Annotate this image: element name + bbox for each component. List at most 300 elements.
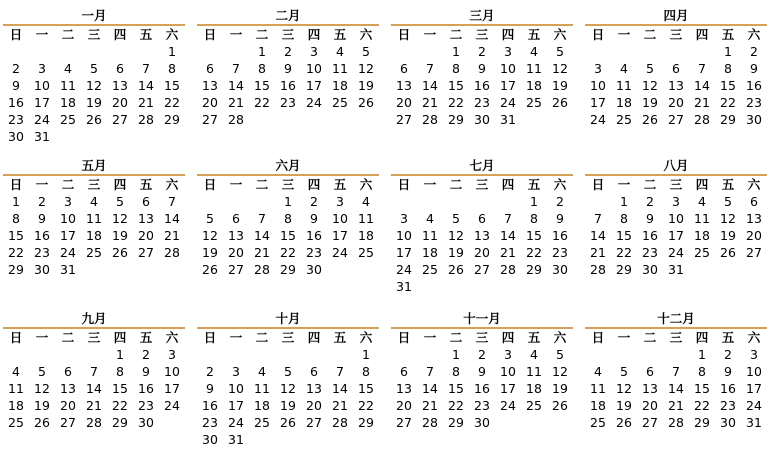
day-cell: 18: [590, 398, 606, 413]
day-cell: 12: [112, 211, 128, 226]
day-cell: 30: [202, 432, 218, 447]
day-cell: 26: [34, 415, 50, 430]
day-cell: [275, 346, 301, 363]
day-cell: 11: [254, 381, 270, 396]
weekday-label: 二: [643, 330, 657, 345]
day-cell: 14: [668, 381, 684, 396]
day-cell: 16: [138, 381, 154, 396]
day-cell: 15: [616, 228, 632, 243]
day-cell: 18: [332, 78, 348, 93]
weekday-label: 五: [527, 177, 541, 192]
weekday-label: 一: [229, 330, 243, 345]
weekday-header: [197, 329, 379, 346]
day-cell: [107, 128, 133, 145]
weekday-label: 二: [255, 330, 269, 345]
day-cell: 21: [422, 398, 438, 413]
day-cell: 29: [448, 415, 464, 430]
day-cell: 19: [720, 228, 736, 243]
weekday-label: 日: [203, 177, 217, 192]
day-cell: 7: [426, 61, 434, 76]
day-cell: 17: [164, 381, 180, 396]
month-block: [585, 7, 767, 128]
day-cell: 15: [720, 78, 736, 93]
day-cell: 17: [590, 95, 606, 110]
day-cell: 12: [448, 228, 464, 243]
day-cell: 30: [746, 112, 762, 127]
weekday-header: [391, 26, 573, 43]
day-cell: 17: [60, 228, 76, 243]
weekday-label: 四: [695, 177, 709, 192]
day-cell: [741, 261, 767, 278]
day-cell: 19: [642, 95, 658, 110]
day-cell: 13: [642, 381, 658, 396]
day-cell: [55, 346, 81, 363]
day-cell: 13: [746, 211, 762, 226]
day-cell: 5: [620, 364, 628, 379]
day-cell: 22: [694, 398, 710, 413]
day-cell: 28: [254, 262, 270, 277]
weekday-label: 五: [527, 27, 541, 42]
day-cell: 24: [332, 245, 348, 260]
day-cell: [417, 278, 443, 295]
day-cell: 23: [720, 398, 736, 413]
day-cell: [249, 346, 275, 363]
day-cell: [495, 414, 521, 431]
weekday-label: 一: [617, 177, 631, 192]
day-cell: 30: [34, 262, 50, 277]
day-cell: 25: [86, 245, 102, 260]
day-cell: 14: [694, 78, 710, 93]
day-cell: 24: [60, 245, 76, 260]
day-cell: 1: [362, 347, 370, 362]
day-cell: [3, 43, 29, 60]
weekday-label: 五: [721, 330, 735, 345]
day-cell: 31: [746, 415, 762, 430]
day-cell: 18: [358, 228, 374, 243]
day-cell: 31: [60, 262, 76, 277]
day-cell: 2: [38, 194, 46, 209]
day-cell: 12: [34, 381, 50, 396]
day-cell: 29: [112, 415, 128, 430]
day-cell: 5: [284, 364, 292, 379]
day-cell: 19: [280, 398, 296, 413]
day-cell: 7: [90, 364, 98, 379]
day-cell: 20: [474, 245, 490, 260]
weekday-label: 五: [139, 330, 153, 345]
day-cell: [133, 128, 159, 145]
day-cell: 27: [396, 112, 412, 127]
weekday-label: 四: [501, 330, 515, 345]
day-cell: 5: [556, 44, 564, 59]
day-cell: [547, 414, 573, 431]
day-cell: [521, 111, 547, 128]
day-cell: [81, 43, 107, 60]
weekday-label: 四: [501, 27, 515, 42]
day-cell: 13: [306, 381, 322, 396]
day-cell: [585, 193, 611, 210]
day-cell: 2: [750, 44, 758, 59]
day-cell: 15: [526, 228, 542, 243]
day-cell: 11: [422, 228, 438, 243]
weekday-label: 六: [553, 177, 567, 192]
day-cell: 23: [306, 245, 322, 260]
day-cell: 13: [228, 228, 244, 243]
day-cell: [443, 193, 469, 210]
day-cell: 27: [474, 262, 490, 277]
day-cell: [29, 43, 55, 60]
day-cell: 18: [526, 381, 542, 396]
day-cell: 18: [616, 95, 632, 110]
day-cell: 17: [668, 228, 684, 243]
week-row: [391, 414, 573, 431]
day-cell: 2: [724, 347, 732, 362]
day-cell: 29: [358, 415, 374, 430]
day-cell: 15: [280, 228, 296, 243]
day-cell: 22: [616, 245, 632, 260]
day-cell: 15: [358, 381, 374, 396]
day-cell: 6: [750, 194, 758, 209]
day-cell: 19: [552, 381, 568, 396]
day-cell: 22: [254, 95, 270, 110]
day-cell: 4: [620, 61, 628, 76]
day-cell: 15: [448, 78, 464, 93]
week-row: [391, 60, 573, 77]
weekday-label: 日: [397, 27, 411, 42]
day-cell: 9: [724, 364, 732, 379]
day-cell: [547, 111, 573, 128]
day-cell: 29: [280, 262, 296, 277]
day-cell: 10: [590, 78, 606, 93]
day-cell: 31: [228, 432, 244, 447]
day-cell: 10: [228, 381, 244, 396]
day-cell: 23: [474, 95, 490, 110]
weekday-label: 日: [591, 177, 605, 192]
weekday-label: 三: [281, 27, 295, 42]
day-cell: 14: [332, 381, 348, 396]
day-cell: 17: [228, 398, 244, 413]
day-cell: 15: [448, 381, 464, 396]
day-cell: 17: [746, 381, 762, 396]
day-cell: 28: [86, 415, 102, 430]
day-cell: 18: [60, 95, 76, 110]
week-row: [3, 227, 185, 244]
day-cell: 8: [452, 61, 460, 76]
week-row: [585, 210, 767, 227]
day-cell: 11: [526, 364, 542, 379]
day-cell: 26: [720, 245, 736, 260]
day-cell: 21: [590, 245, 606, 260]
day-cell: 9: [38, 211, 46, 226]
day-cell: [159, 261, 185, 278]
week-row: [391, 94, 573, 111]
day-cell: 22: [112, 398, 128, 413]
day-cell: 21: [228, 95, 244, 110]
day-cell: 21: [138, 95, 154, 110]
day-cell: 14: [86, 381, 102, 396]
weekday-label: 二: [255, 27, 269, 42]
weekday-label: 六: [553, 330, 567, 345]
day-cell: 8: [12, 211, 20, 226]
day-cell: [159, 414, 185, 431]
day-cell: [133, 43, 159, 60]
day-cell: 24: [306, 95, 322, 110]
day-cell: 30: [720, 415, 736, 430]
day-cell: 26: [86, 112, 102, 127]
week-row: [197, 77, 379, 94]
day-cell: 6: [310, 364, 318, 379]
day-cell: 8: [620, 211, 628, 226]
day-cell: 16: [280, 78, 296, 93]
weekday-label: 五: [527, 330, 541, 345]
day-cell: 5: [646, 61, 654, 76]
weekday-label: 日: [397, 330, 411, 345]
day-cell: 12: [358, 61, 374, 76]
weekday-label: 五: [721, 177, 735, 192]
day-cell: [107, 261, 133, 278]
week-row: [585, 244, 767, 261]
week-row: [197, 414, 379, 431]
day-cell: 2: [556, 194, 564, 209]
week-row: [197, 380, 379, 397]
day-cell: 31: [668, 262, 684, 277]
week-row: [585, 414, 767, 431]
day-cell: 9: [646, 211, 654, 226]
day-cell: 28: [590, 262, 606, 277]
day-cell: 27: [112, 112, 128, 127]
weekday-label: 五: [721, 27, 735, 42]
week-row: [585, 60, 767, 77]
day-cell: 26: [642, 112, 658, 127]
day-cell: [663, 346, 689, 363]
day-cell: 1: [116, 347, 124, 362]
week-row: [197, 94, 379, 111]
day-cell: 8: [698, 364, 706, 379]
day-cell: 12: [86, 78, 102, 93]
week-row: [197, 431, 379, 448]
day-cell: 19: [552, 78, 568, 93]
day-cell: 19: [358, 78, 374, 93]
weekday-label: 二: [449, 177, 463, 192]
weekday-label: 五: [333, 177, 347, 192]
weekday-label: 五: [333, 330, 347, 345]
day-cell: 23: [34, 245, 50, 260]
day-cell: 12: [720, 211, 736, 226]
weekday-label: 二: [61, 177, 75, 192]
day-cell: 14: [422, 78, 438, 93]
day-cell: 6: [672, 61, 680, 76]
day-cell: 1: [698, 347, 706, 362]
day-cell: [249, 111, 275, 128]
week-row: [391, 346, 573, 363]
weekday-label: 二: [449, 27, 463, 42]
day-cell: 10: [306, 61, 322, 76]
week-row: [585, 363, 767, 380]
day-cell: 4: [426, 211, 434, 226]
week-row: [197, 43, 379, 60]
day-cell: 29: [164, 112, 180, 127]
day-cell: 17: [332, 228, 348, 243]
day-cell: [159, 128, 185, 145]
day-cell: 4: [90, 194, 98, 209]
day-cell: 19: [34, 398, 50, 413]
week-row: [391, 380, 573, 397]
weekday-label: 一: [423, 330, 437, 345]
day-cell: 3: [310, 44, 318, 59]
day-cell: 5: [556, 347, 564, 362]
week-row: [197, 193, 379, 210]
day-cell: 9: [750, 61, 758, 76]
day-cell: 10: [500, 364, 516, 379]
day-cell: 11: [60, 78, 76, 93]
day-cell: 16: [306, 228, 322, 243]
week-row: [585, 227, 767, 244]
day-cell: [585, 346, 611, 363]
week-row: [391, 244, 573, 261]
day-cell: 5: [452, 211, 460, 226]
day-cell: 1: [620, 194, 628, 209]
weekday-header: [585, 329, 767, 346]
week-row: [3, 60, 185, 77]
day-cell: 20: [138, 228, 154, 243]
month-block: [197, 7, 379, 128]
day-cell: 8: [168, 61, 176, 76]
week-row: [585, 193, 767, 210]
day-cell: 4: [698, 194, 706, 209]
day-cell: [3, 346, 29, 363]
day-cell: 8: [724, 61, 732, 76]
day-cell: 22: [720, 95, 736, 110]
day-cell: 17: [34, 95, 50, 110]
week-row: [3, 346, 185, 363]
day-cell: 23: [642, 245, 658, 260]
day-cell: 3: [168, 347, 176, 362]
day-cell: [223, 193, 249, 210]
week-row: [391, 397, 573, 414]
day-cell: 19: [616, 398, 632, 413]
weekday-label: 一: [35, 330, 49, 345]
day-cell: 27: [642, 415, 658, 430]
day-cell: 12: [616, 381, 632, 396]
weekday-label: 日: [203, 330, 217, 345]
day-cell: [469, 193, 495, 210]
day-cell: [133, 261, 159, 278]
week-row: [3, 111, 185, 128]
month-block: [391, 7, 573, 128]
month-title: 十一月: [463, 311, 501, 326]
day-cell: [391, 346, 417, 363]
weekday-label: 六: [747, 27, 761, 42]
weekday-header: [197, 176, 379, 193]
day-cell: 29: [526, 262, 542, 277]
day-cell: 8: [362, 364, 370, 379]
weekday-header: [3, 329, 185, 346]
day-cell: 27: [396, 415, 412, 430]
day-cell: 24: [590, 112, 606, 127]
day-cell: [689, 261, 715, 278]
day-cell: 10: [164, 364, 180, 379]
week-row: [391, 193, 573, 210]
day-cell: [197, 346, 223, 363]
day-cell: 21: [254, 245, 270, 260]
day-cell: [353, 261, 379, 278]
weekday-header: [3, 26, 185, 43]
week-row: [391, 43, 573, 60]
day-cell: 5: [38, 364, 46, 379]
day-cell: 4: [594, 364, 602, 379]
day-cell: 3: [594, 61, 602, 76]
day-cell: 30: [8, 129, 24, 144]
day-cell: 19: [86, 95, 102, 110]
day-cell: 25: [422, 262, 438, 277]
week-row: [197, 346, 379, 363]
day-cell: 7: [698, 61, 706, 76]
day-cell: 13: [396, 78, 412, 93]
day-cell: [637, 346, 663, 363]
week-row: [3, 363, 185, 380]
day-cell: 28: [668, 415, 684, 430]
weekday-label: 四: [695, 27, 709, 42]
day-cell: [55, 43, 81, 60]
day-cell: 13: [396, 381, 412, 396]
week-row: [585, 94, 767, 111]
day-cell: [197, 43, 223, 60]
day-cell: 11: [694, 211, 710, 226]
day-cell: 27: [746, 245, 762, 260]
day-cell: 29: [616, 262, 632, 277]
day-cell: 2: [310, 194, 318, 209]
weekday-label: 一: [423, 177, 437, 192]
weekday-label: 一: [617, 330, 631, 345]
day-cell: 18: [422, 245, 438, 260]
month-title: 一月: [81, 8, 107, 23]
day-cell: [391, 43, 417, 60]
day-cell: [81, 128, 107, 145]
day-cell: 9: [556, 211, 564, 226]
week-row: [197, 363, 379, 380]
day-cell: 23: [280, 95, 296, 110]
day-cell: 24: [164, 398, 180, 413]
weekday-label: 一: [617, 27, 631, 42]
weekday-label: 六: [747, 177, 761, 192]
day-cell: 22: [358, 398, 374, 413]
weekday-label: 日: [9, 27, 23, 42]
day-cell: 2: [142, 347, 150, 362]
day-cell: 30: [642, 262, 658, 277]
month-title: 五月: [81, 158, 107, 173]
week-row: [197, 244, 379, 261]
weekday-label: 四: [113, 27, 127, 42]
weekday-label: 四: [695, 330, 709, 345]
day-cell: [495, 193, 521, 210]
day-cell: 9: [12, 78, 20, 93]
day-cell: 23: [8, 112, 24, 127]
day-cell: 6: [232, 211, 240, 226]
day-cell: 30: [552, 262, 568, 277]
day-cell: 4: [530, 347, 538, 362]
day-cell: 4: [336, 44, 344, 59]
week-row: [197, 111, 379, 128]
weekday-label: 日: [591, 27, 605, 42]
weekday-label: 二: [449, 330, 463, 345]
day-cell: 3: [400, 211, 408, 226]
day-cell: 30: [306, 262, 322, 277]
day-cell: 31: [34, 129, 50, 144]
day-cell: 17: [396, 245, 412, 260]
day-cell: 27: [202, 112, 218, 127]
weekday-label: 四: [307, 330, 321, 345]
day-cell: 14: [500, 228, 516, 243]
week-row: [3, 94, 185, 111]
